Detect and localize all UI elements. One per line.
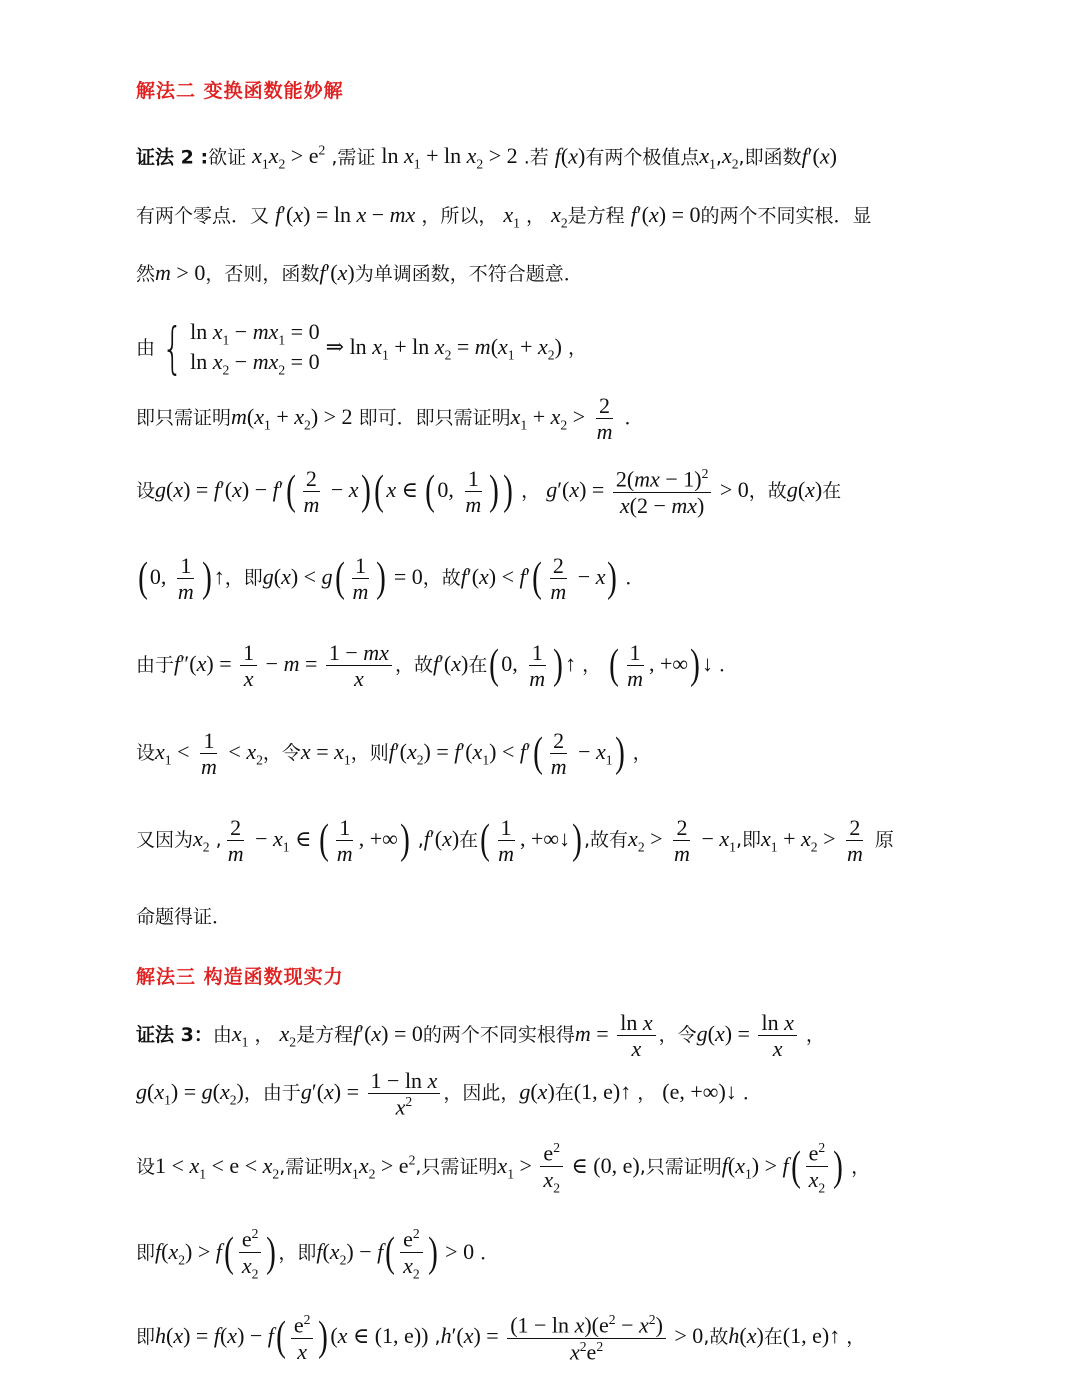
text: 即 bbox=[136, 1241, 156, 1264]
text: 由 bbox=[212, 1023, 232, 1046]
text: .若 bbox=[523, 146, 549, 169]
proof3-label: 证法 3： bbox=[136, 1023, 213, 1046]
text: ，故 bbox=[422, 566, 461, 589]
text: ，则 bbox=[350, 741, 389, 764]
text: ，即 bbox=[224, 566, 263, 589]
text: ，即 bbox=[278, 1241, 317, 1264]
section-heading-method-3: 解法三 构造函数现实力 bbox=[136, 966, 344, 988]
text: 是方程 bbox=[296, 1023, 354, 1046]
proof2-line-4: 由 { $\ln x_1 - mx_1 = 0$ $\ln x_2 - mx_2 = 0$ ⇒ $\ln x_1 + \ln x_2 = m(x_1 + x_2)$ ， bbox=[136, 315, 587, 380]
proof2-line-1: 证法 2 :欲证 $x_1x_2 > e^2$ ,需证 $\ln x_1 + \ln x_2 > 2$ .若 f(x)有两个极值点$x_1,x_2$,即函数f′(x) bbox=[136, 143, 837, 172]
text: 由于 bbox=[136, 653, 175, 676]
text: 在 bbox=[459, 828, 479, 851]
text: ，令 bbox=[658, 1023, 697, 1046]
section-heading-method-2: 解法二 变换函数能妙解 bbox=[136, 80, 344, 102]
text: ,即 bbox=[735, 828, 761, 851]
text: 在 bbox=[468, 653, 488, 676]
text: ，所以， bbox=[421, 205, 498, 227]
text: 命题得证． bbox=[136, 906, 232, 928]
text: ,故 bbox=[703, 1326, 729, 1349]
proof3-line-2: $g(x_1) = g(x_2)$，由于g′(x) = $\frac{\text{1 − ln x}}{x^2}$ ，因此，g(x)在(1, e)↑ ， (e, +∞)↓ ． bbox=[136, 1068, 762, 1120]
text: ，故 bbox=[394, 653, 433, 676]
text: 即可．即只需证明 bbox=[358, 406, 511, 429]
text: 由 bbox=[136, 336, 156, 359]
proof3-line-4: 即$f(x_2) > f$( $\frac{e^2}{x_2}$ ) ，即$f(x_2) - f$( $\frac{e^2}{x_2}$ ) > 0 ． bbox=[136, 1226, 500, 1282]
proof2-line-6: 设g(x) = f′(x) − f′( $\frac{2}{m}$ − x)(x ∈ (0, $\frac{1}{m}$ )) ， g′(x) = $\frac{2(mx - 1)^2}{x(2 - mx)}$ > 0，故g(x)在 bbox=[136, 466, 842, 518]
text: ，因此， bbox=[443, 1082, 520, 1104]
text: 设 bbox=[136, 480, 156, 502]
text: ,只需证明 bbox=[415, 1155, 498, 1178]
text: ，令 bbox=[262, 741, 301, 764]
proof2-line-2: 有两个零点．又 f′(x) = ln x − mx ，所以， $x_1$ ， $x_2$是方程 f′(x) = 0的两个不同实根．显 bbox=[136, 202, 872, 231]
text: ，否则，函数 bbox=[205, 263, 320, 285]
text: ,只需证明 bbox=[639, 1155, 722, 1178]
text: ,需证明 bbox=[279, 1155, 343, 1178]
text: 然 bbox=[136, 263, 156, 285]
text: ，由于 bbox=[243, 1082, 301, 1104]
text: 是方程 bbox=[567, 205, 625, 227]
text: 欲证 bbox=[208, 146, 247, 169]
proof3-line-5: 即h(x) = f(x) − f( $\frac{e^2}{x}$ )(x ∈ (1, e)) ,h′(x) = $\frac{(1 - \ln x)(e^2 - x^2)}{x^2e^2}$ > 0,故h(x)在(1, e)↑ ， bbox=[136, 1312, 866, 1364]
text: 为单调函数，不符合题意． bbox=[354, 263, 583, 285]
text: ,故有 bbox=[584, 828, 629, 851]
text: 在 bbox=[763, 1326, 783, 1349]
proof3-line-3: 设$1 < x_1 < e < x_2$,需证明$x_1x_2 > e^2$,只需证明$x_1$ > $\frac{e^2}{x_2}$ ∈ (0, e),只需证明$f(x_1) > f$( $\frac{e^2}{x_2}$ ) ， bbox=[136, 1140, 871, 1196]
text: ,即函数 bbox=[738, 146, 802, 169]
proof2-line-11 bbox=[136, 906, 231, 929]
proof2-line-3: 然m > 0，否则，函数f′(x)为单调函数，不符合题意． bbox=[136, 260, 583, 285]
text: , bbox=[715, 146, 722, 169]
text: 在 bbox=[822, 480, 842, 502]
text: 即 bbox=[136, 1326, 156, 1349]
text: 的两个不同实根．显 bbox=[700, 205, 872, 227]
proof2-line-10: 又因为$x_2$ , $\frac{2}{m}$ − $x_1$ ∈ ( $\frac{1}{m}$ , +∞) ,f′(x)在( $\frac{1}{m}$ , +∞↓) ,故有$x_2$ > $\frac{2}{m}$ − $x_1$,即$x_1 + x_2$ > $\frac{2}{m}$ 原 bbox=[136, 815, 894, 867]
proof2-line-8: 由于f″(x) = $\frac{1}{x}$ − m = $\frac{1 - mx}{x}$ ，故f′(x)在(0, $\frac{1}{m}$ )↑ ， ( $\frac{1}{m}$ , +∞)↓ ． bbox=[136, 640, 739, 692]
text: 在 bbox=[554, 1082, 574, 1104]
proof2-line-9: 设$x_1$ < $\frac{1}{m}$ < $x_2$，令$x = x_1$，则$f'(x_2) = f'(x_1) < f'$( $\frac{2}{m}$ − $x_1$) ， bbox=[136, 728, 652, 780]
proof2-label: 证法 2 : bbox=[136, 146, 209, 169]
text: ,需证 bbox=[331, 146, 376, 169]
text: 原 bbox=[874, 828, 894, 851]
text: 又因为 bbox=[136, 828, 194, 851]
text: 即只需证明 bbox=[136, 406, 232, 429]
text: 有两个零点．又 bbox=[136, 205, 270, 227]
proof3-line-1: 证法 3：由$x_1$ ， $x_2$是方程f′(x) = 0的两个不同实根得m = $\frac{\text{ln x}}{x}$ ，令g(x) = $\frac{\text{ln x}}{x}$ ， bbox=[136, 1010, 825, 1062]
text: 设 bbox=[136, 1155, 156, 1178]
proof2-line-5: 即只需证明$m(x_1 + x_2) > 2$ 即可．即只需证明$x_1 + x_2$ > $\frac{2}{m}$ ． bbox=[136, 393, 644, 445]
text: ，故 bbox=[748, 480, 787, 502]
text: 设 bbox=[136, 741, 156, 764]
text: 的两个不同实根得 bbox=[422, 1023, 575, 1046]
proof2-line-7: (0, $\frac{1}{m}$ )↑，即g(x) < g( $\frac{1}{m}$ ) = 0，故f′(x) < f′( $\frac{2}{m}$ − x) ． bbox=[138, 553, 645, 605]
text: 有两个极值点 bbox=[585, 146, 700, 169]
